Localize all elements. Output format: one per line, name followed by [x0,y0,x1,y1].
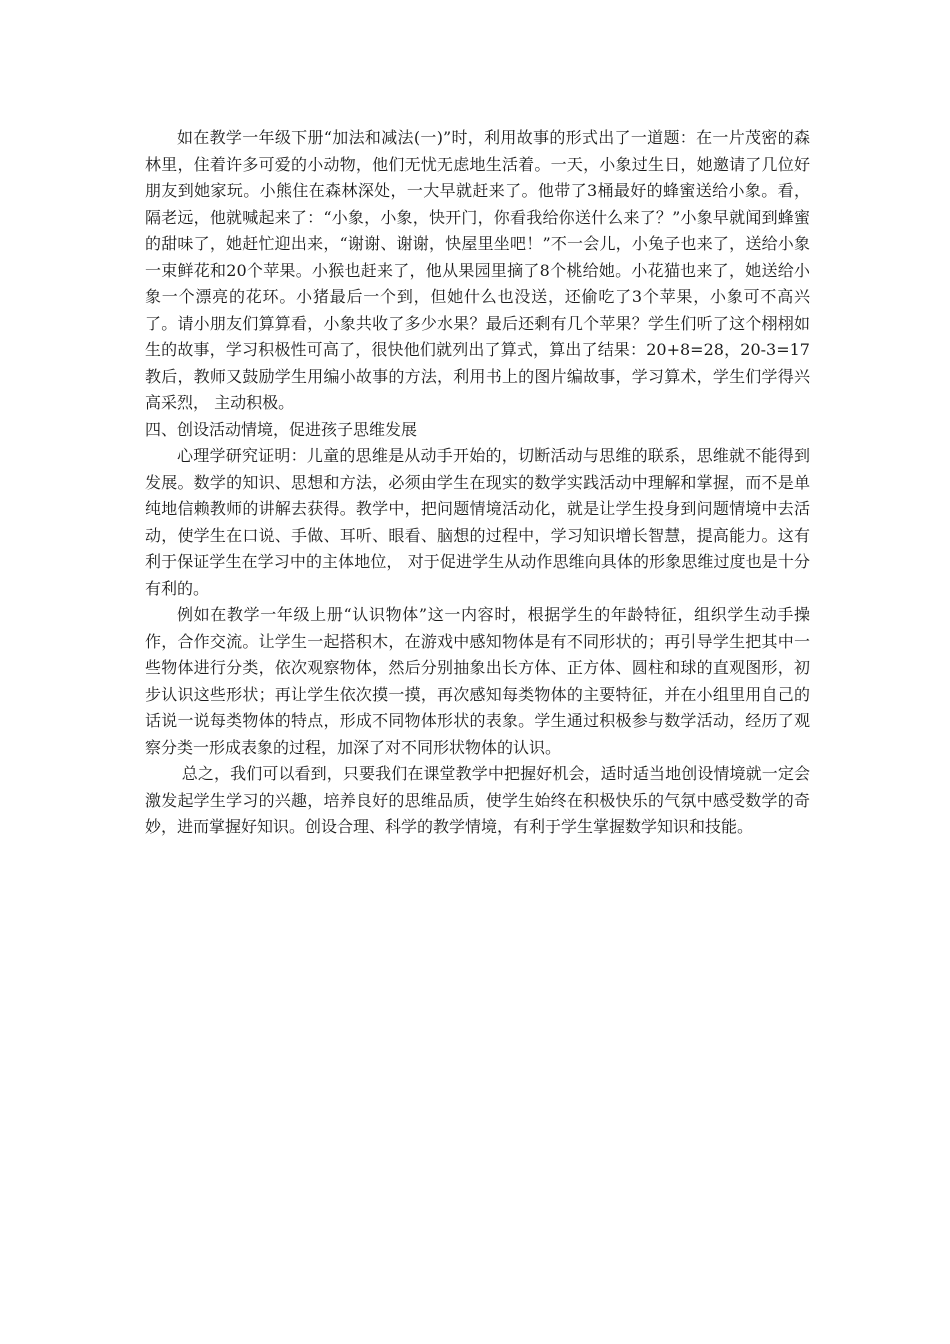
document-body [145,125,810,841]
paragraph-story-example: 如在教学一年级下册“加法和减法(一)”时，利用故事的形式出了一道题：在一片茂密的森林里，住着许多可爱的小动物，他们无忧无虑地生活着。一天，小象过生日，她邀请了几位好朋友到她家玩。小熊住在森林深处，一大早就赶来了。他带了3桶最好的蜂蜜送给小象。看，隔老远，他就喊起来了：“小象，小象，快开门，你看我给你送什么来了？”小象早就闻到蜂蜜的甜味了，她赶忙迎出来，“谢谢、谢谢，快屋里坐吧！”不一会儿，小兔子也来了，送给小象一束鲜花和20个苹果。小猴也赶来了，他从果园里摘了8个桃给她。小花猫也来了，她送给小象一个漂亮的花环。小猪最后一个到，但她什么也没送，还偷吃了3个苹果，小象可不高兴了。请小朋友们算算看，小象共收了多少水果？最后还剩有几个苹果？学生们听了这个栩栩如生的故事，学习积极性可高了，很快他们就列出了算式，算出了结果：20+8=28，20-3=17教后，教师又鼓励学生用编小故事的方法，利用书上的图片编故事，学习算术，学生们学得兴高采烈， 主动积极。 [145,128,810,412]
paragraph-conclusion: 总之，我们可以看到，只要我们在课堂教学中把握好机会，适时适当地创设情境就一定会激发起学生学习的兴趣，培养良好的思维品质，使学生始终在积极快乐的气氛中感受数学的奇妙，进而掌握好知识。创设合理、科学的教学情境，有利于学生掌握数学知识和技能。 [145,764,810,836]
paragraph-shapes-example: 例如在教学一年级上册“认识物体”这一内容时，根据学生的年龄特征，组织学生动手操作，合作交流。让学生一起搭积木，在游戏中感知物体是有不同形状的；再引导学生把其中一些物体进行分类，依次观察物体，然后分别抽象出长方体、正方体、圆柱和球的直观图形，初步认识这些形状；再让学生依次摸一摸，再次感知每类物体的主要特征，并在小组里用自己的话说一说每类物体的特点，形成不同物体形状的表象。学生通过积极参与数学活动，经历了观察分类一形成表象的过程，加深了对不同形状物体的认识。 [145,605,810,757]
paragraph-psychology: 心理学研究证明：儿童的思维是从动手开始的，切断活动与思维的联系，思维就不能得到发展。数学的知识、思想和方法，必须由学生在现实的数学实践活动中理解和掌握，而不是单纯地信赖教师的讲解去获得。教学中，把问题情境活动化，就是让学生投身到问题情境中去活动，使学生在口说、手做、耳听、眼看、脑想的过程中，学习知识增长智慧，提高能力。这有利于保证学生在学习中的主体地位， 对于促进学生从动作思维向具体的形象思维过度也是十分有利的。 [145,446,810,598]
section-heading-four: 四、创设活动情境，促进孩子思维发展 [145,419,418,439]
